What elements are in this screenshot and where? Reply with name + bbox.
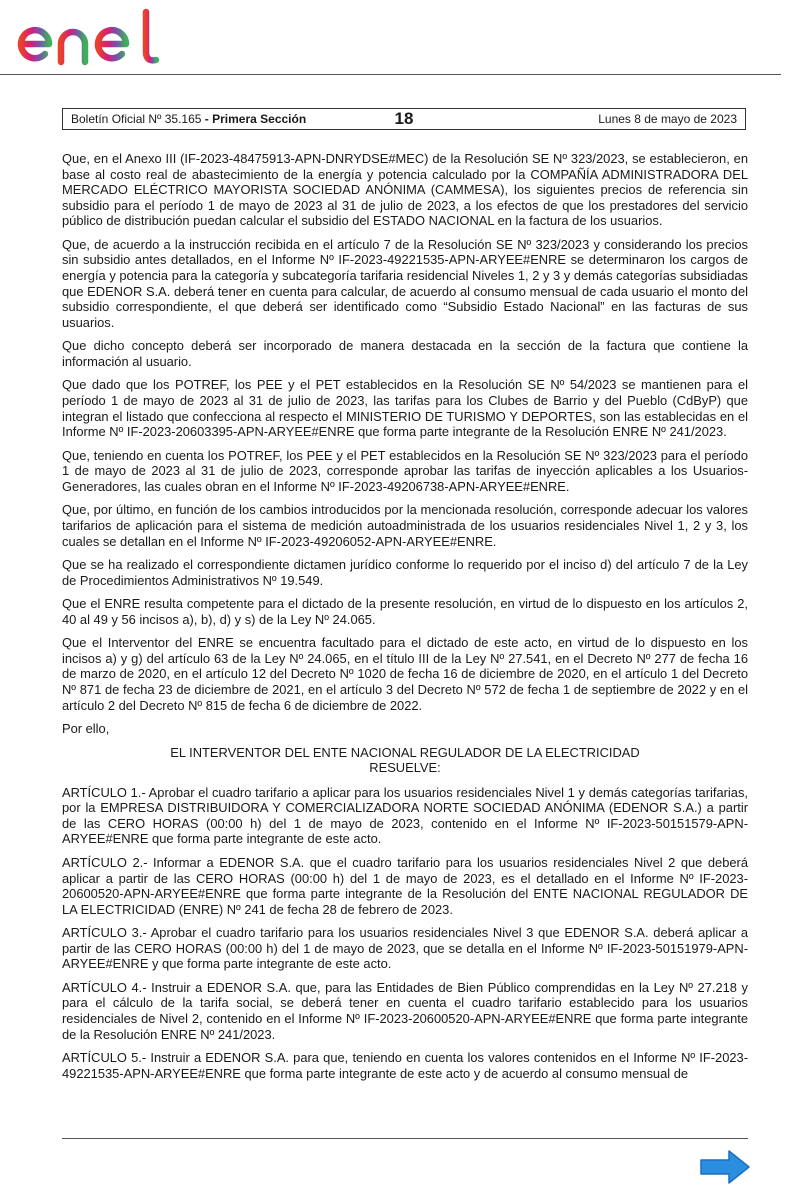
page-number: 18 xyxy=(394,109,414,128)
paragraph: Que, por último, en función de los cambios introducidos por la mencionada resolución, corresponde adecuar los valores tarifarios de aplicación para el sistema de medición autoadministrada de los usuarios residenciales Nivel 1, 2 y 3, los cuales se detallan en el Informe Nº IF-2023-49206052-APN-ARYEE#ENRE. xyxy=(62,502,748,549)
resolve-heading-line2: RESUELVE: xyxy=(369,760,441,776)
article: ARTÍCULO 2.- Informar a EDENOR S.A. que el cuadro tarifario para los usuarios residenciales Nivel 2 que deberá aplicar a partir de las CERO HORAS (00:00 h) del 1 de mayo de 2023, es el detallado en el Informe Nº IF-2023-20600520-APN-ARYEE#ENRE que forma parte integrante de la Resolución del ENTE NACIONAL REGULADOR DE LA ELECTRICIDAD (ENRE) Nº 241 de fecha 28 de febrero de 2023. xyxy=(62,854,748,917)
article: ARTÍCULO 4.- Instruir a EDENOR S.A. que, para las Entidades de Bien Público comprendidas en la Ley Nº 27.218 y para el cálculo de la tarifa social, se deberá tener en cuenta el cuadro tarifario establecido para los usuarios residenciales de Nivel 2, contenido en el Informe Nº IF-2023-20600520-APN-ARYEE#ENRE que forma parte integrante de la Resolución ENRE Nº 241/2023. xyxy=(62,979,748,1042)
bottom-rule xyxy=(62,1138,748,1139)
article: ARTÍCULO 1.- Aprobar el cuadro tarifario a aplicar para los usuarios residenciales Nivel 1 y demás categorías tarifarias, por la EMPRESA DISTRIBUIDORA Y COMERCIALIZADORA NORTE SOCIEDAD ANÓNIMA (EDENOR S.A.) a partir de las CERO HORAS (00:00 h) del 1 de mayo de 2023, contenido en el Informe Nº IF-2023-50151579-APN-ARYEE#ENRE que forma parte integrante de este acto. xyxy=(62,784,748,847)
paragraph: Por ello, xyxy=(62,721,110,737)
paragraph: Que se ha realizado el correspondiente dictamen jurídico conforme lo requerido por el inciso d) del artículo 7 de la Ley de Procedimientos Administrativos Nº 19.549. xyxy=(62,557,748,588)
publication-date: Lunes 8 de mayo de 2023 xyxy=(598,112,737,126)
article: ARTÍCULO 3.- Aprobar el cuadro tarifario para los usuarios residenciales Nivel 3 que EDENOR S.A. deberá aplicar a partir de las CERO HORAS (00:00 h) del 1 de mayo de 2023, que se detalla en el Informe Nº IF-2023-50151979-APN-ARYEE#ENRE y que forma parte integrante de este acto. xyxy=(62,925,748,972)
document-body xyxy=(62,151,748,1089)
paragraph: Que el Interventor del ENRE se encuentra facultado para el dictado de este acto, en virtud de lo dispuesto en los incisos a) y g) del artículo 63 de la Ley Nº 24.065, en el título III de la Ley Nº 27.541, en el Decreto Nº 277 de fecha 16 de marzo de 2020, en el artículo 12 del Decreto Nº 1020 de fecha 16 de diciembre de 2020, en el artículo 1 del Decreto Nº 871 de fecha 23 de diciembre de 2021, en el artículo 3 del Decreto Nº 572 de fecha 1 de septiembre de 2022 y en el artículo 2 del Decreto Nº 815 de fecha 6 de diciembre de 2022. xyxy=(62,635,748,713)
resolve-heading xyxy=(62,745,748,776)
arrow-right-icon xyxy=(701,1151,749,1183)
top-rule xyxy=(0,74,781,75)
paragraph: Que dado que los POTREF, los PEE y el PET establecidos en la Resolución SE Nº 54/2023 se mantienen para el período 1 de mayo de 2023 al 31 de julio de 2023, las tarifas para los Clubes de Barrio y del Pueblo (CdByP) que integran el listado que confecciona al respecto el MINISTERIO DE TURISMO Y DEPORTES, son las establecidas en el Informe Nº IF-2023-20603395-APN-ARYEE#ENRE que forma parte integrante de la Resolución ENRE Nº 241/2023. xyxy=(62,377,748,440)
publication-name: Boletín Oficial Nº 35.165 xyxy=(71,112,202,126)
resolve-heading-line1: EL INTERVENTOR DEL ENTE NACIONAL REGULADOR DE LA ELECTRICIDAD xyxy=(170,744,640,760)
paragraph: Que, de acuerdo a la instrucción recibida en el artículo 7 de la Resolución SE Nº 323/2023 y considerando los precios sin subsidio antes detallados, en el Informe Nº IF-2023-49221535-APN-ARYEE#ENRE se determinaron los cargos de energía y potencia para la categoría y subcategoría tarifaria residencial Niveles 1, 2 y 3 y demás categorías subsidiadas que EDENOR S.A. deberá tener en cuenta para calcular, de acuerdo al consumo mensual de cada usuario el monto del subsidio correspondiente, el que deberá ser identificado como “Subsidio Estado Nacional” en las facturas de sus usuarios. xyxy=(62,236,748,330)
paragraph: Que el ENRE resulta competente para el dictado de la presente resolución, en virtud de lo dispuesto en los artículos 2, 40 al 49 y 56 incisos a), b), d) y s) de la Ley Nº 24.065. xyxy=(62,596,748,627)
paragraph: Que dicho concepto deberá ser incorporado de manera destacada en la sección de la factura que contiene la información al usuario. xyxy=(62,338,748,369)
enel-logo xyxy=(14,4,184,70)
paragraph: Que, teniendo en cuenta los POTREF, los PEE y el PET establecidos en la Resolución SE Nº 323/2023 para el período 1 de mayo de 2023 al 31 de julio de 2023, corresponde aprobar las tarifas de inyección aplicables a los Usuarios-Generadores, las cuales obran en el Informe Nº IF-2023-49206738-APN-ARYEE#ENRE. xyxy=(62,447,748,494)
article: ARTÍCULO 5.- Instruir a EDENOR S.A. para que, teniendo en cuenta los valores contenidos en el Informe Nº IF-2023-49221535-APN-ARYEE#ENRE que forma parte integrante de este acto y de acuerdo al consumo mensual de xyxy=(62,1050,748,1081)
paragraph: Que, en el Anexo III (IF-2023-48475913-APN-DNRYDSE#MEC) de la Resolución SE Nº 323/2023, se establecieron, en base al costo real de abastecimiento de la energía y potencia calculado por la COMPAÑÍA ADMINISTRADORA DEL MERCADO ELÉCTRICO MAYORISTA SOCIEDAD ANÓNIMA (CAMMESA), los siguientes precios de referencia sin subsidio para el período 1 de mayo de 2023 al 31 de julio de 2023, a los efectos de que los prestadores del servicio público de distribución puedan calcular el subsidio del ESTADO NACIONAL en la factura de los usuarios. xyxy=(62,151,748,229)
section-name: - Primera Sección xyxy=(204,112,307,126)
next-page-button[interactable] xyxy=(699,1148,751,1186)
gazette-header xyxy=(62,108,746,130)
